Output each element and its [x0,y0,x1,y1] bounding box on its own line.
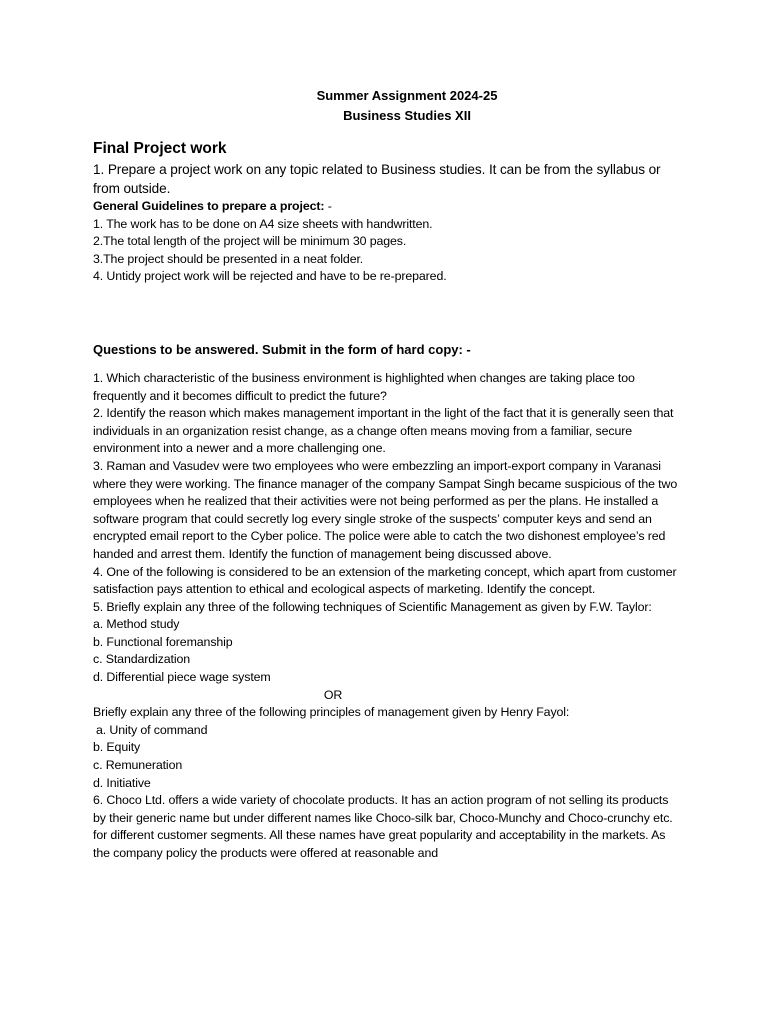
question-5-option: a. Method study [93,617,180,632]
guidelines-label: General Guidelines to prepare a project: [93,199,325,213]
assignment-title: Summer Assignment 2024-25 [316,88,498,103]
project-intro: 1. Prepare a project work on any topic related to Business studies. It can be from the syllabus or from outside. [93,162,661,196]
guideline-item: 3.The project should be presented in a neat folder. [93,251,364,266]
questions-list [93,370,683,863]
questions-heading: Questions to be answered. Submit in the form of hard copy: - [93,341,471,357]
question-5-option: b. Functional foremanship [93,634,233,649]
final-project-heading: Final Project work [93,140,227,157]
question-5-alternative: Briefly explain any three of the following principles of management given by Henry Fayol: [93,705,570,720]
question-2: 2. Identify the reason which makes management important in the light of the fact that it is generally seen that individuals in an organization resist change, as a change often means moving from a familiar, secure environment into a newer and a more challenging one. [93,406,674,456]
question-5-alt-option: d. Initiative [93,775,151,790]
question-6: 6. Choco Ltd. offers a wide variety of chocolate products. It has an action program of not selling its products by their generic name but under different names like Choco-silk bar, Choco-Munchy and Choco-crunchy etc. for different customer segments. All these names have great popularity and acceptability in the markets. As the company policy the products were offered at reasonable and [93,793,673,860]
question-5-alt-option: b. Equity [93,740,141,755]
guidelines-suffix: - [324,199,332,213]
document-page [93,86,683,863]
or-separator: OR [323,687,343,702]
question-4: 4. One of the following is considered to be an extension of the marketing concept, which apart from customer satisfaction pays attention to ethical and ecological aspects of marketing. Identify the concept. [93,564,677,597]
question-5-option: d. Differential piece wage system [93,670,271,685]
guideline-item: 1. The work has to be done on A4 size sheets with handwritten. [93,216,433,231]
guideline-item: 2.The total length of the project will be minimum 30 pages. [93,234,407,249]
question-5-alt-option: a. Unity of command [96,722,208,737]
subject-title: Business Studies XII [343,108,471,123]
question-5-option: c. Standardization [93,652,191,667]
question-3: 3. Raman and Vasudev were two employees who were embezzling an import-export company in Varanasi where they were working. The finance manager of the company Sampat Singh became suspicious of the two employees when he realized that their activities were not being performed as per the plans. He installed a software program that could secretly log every single stroke of the suspects’ computer keys and send an encrypted email report to the Cyber police. The police were able to catch the two dishonest employee’s red handed and arrest them. Identify the function of management being discussed above. [93,458,678,561]
question-5-alt-option: c. Remuneration [93,758,183,773]
guideline-item: 4. Untidy project work will be rejected and have to be re-prepared. [93,269,447,284]
guidelines-heading [93,198,683,216]
question-1: 1. Which characteristic of the business environment is highlighted when changes are taking place too frequently and it becomes difficult to predict the future? [93,370,635,403]
question-5: 5. Briefly explain any three of the following techniques of Scientific Management as given by F.W. Taylor: [93,599,652,614]
